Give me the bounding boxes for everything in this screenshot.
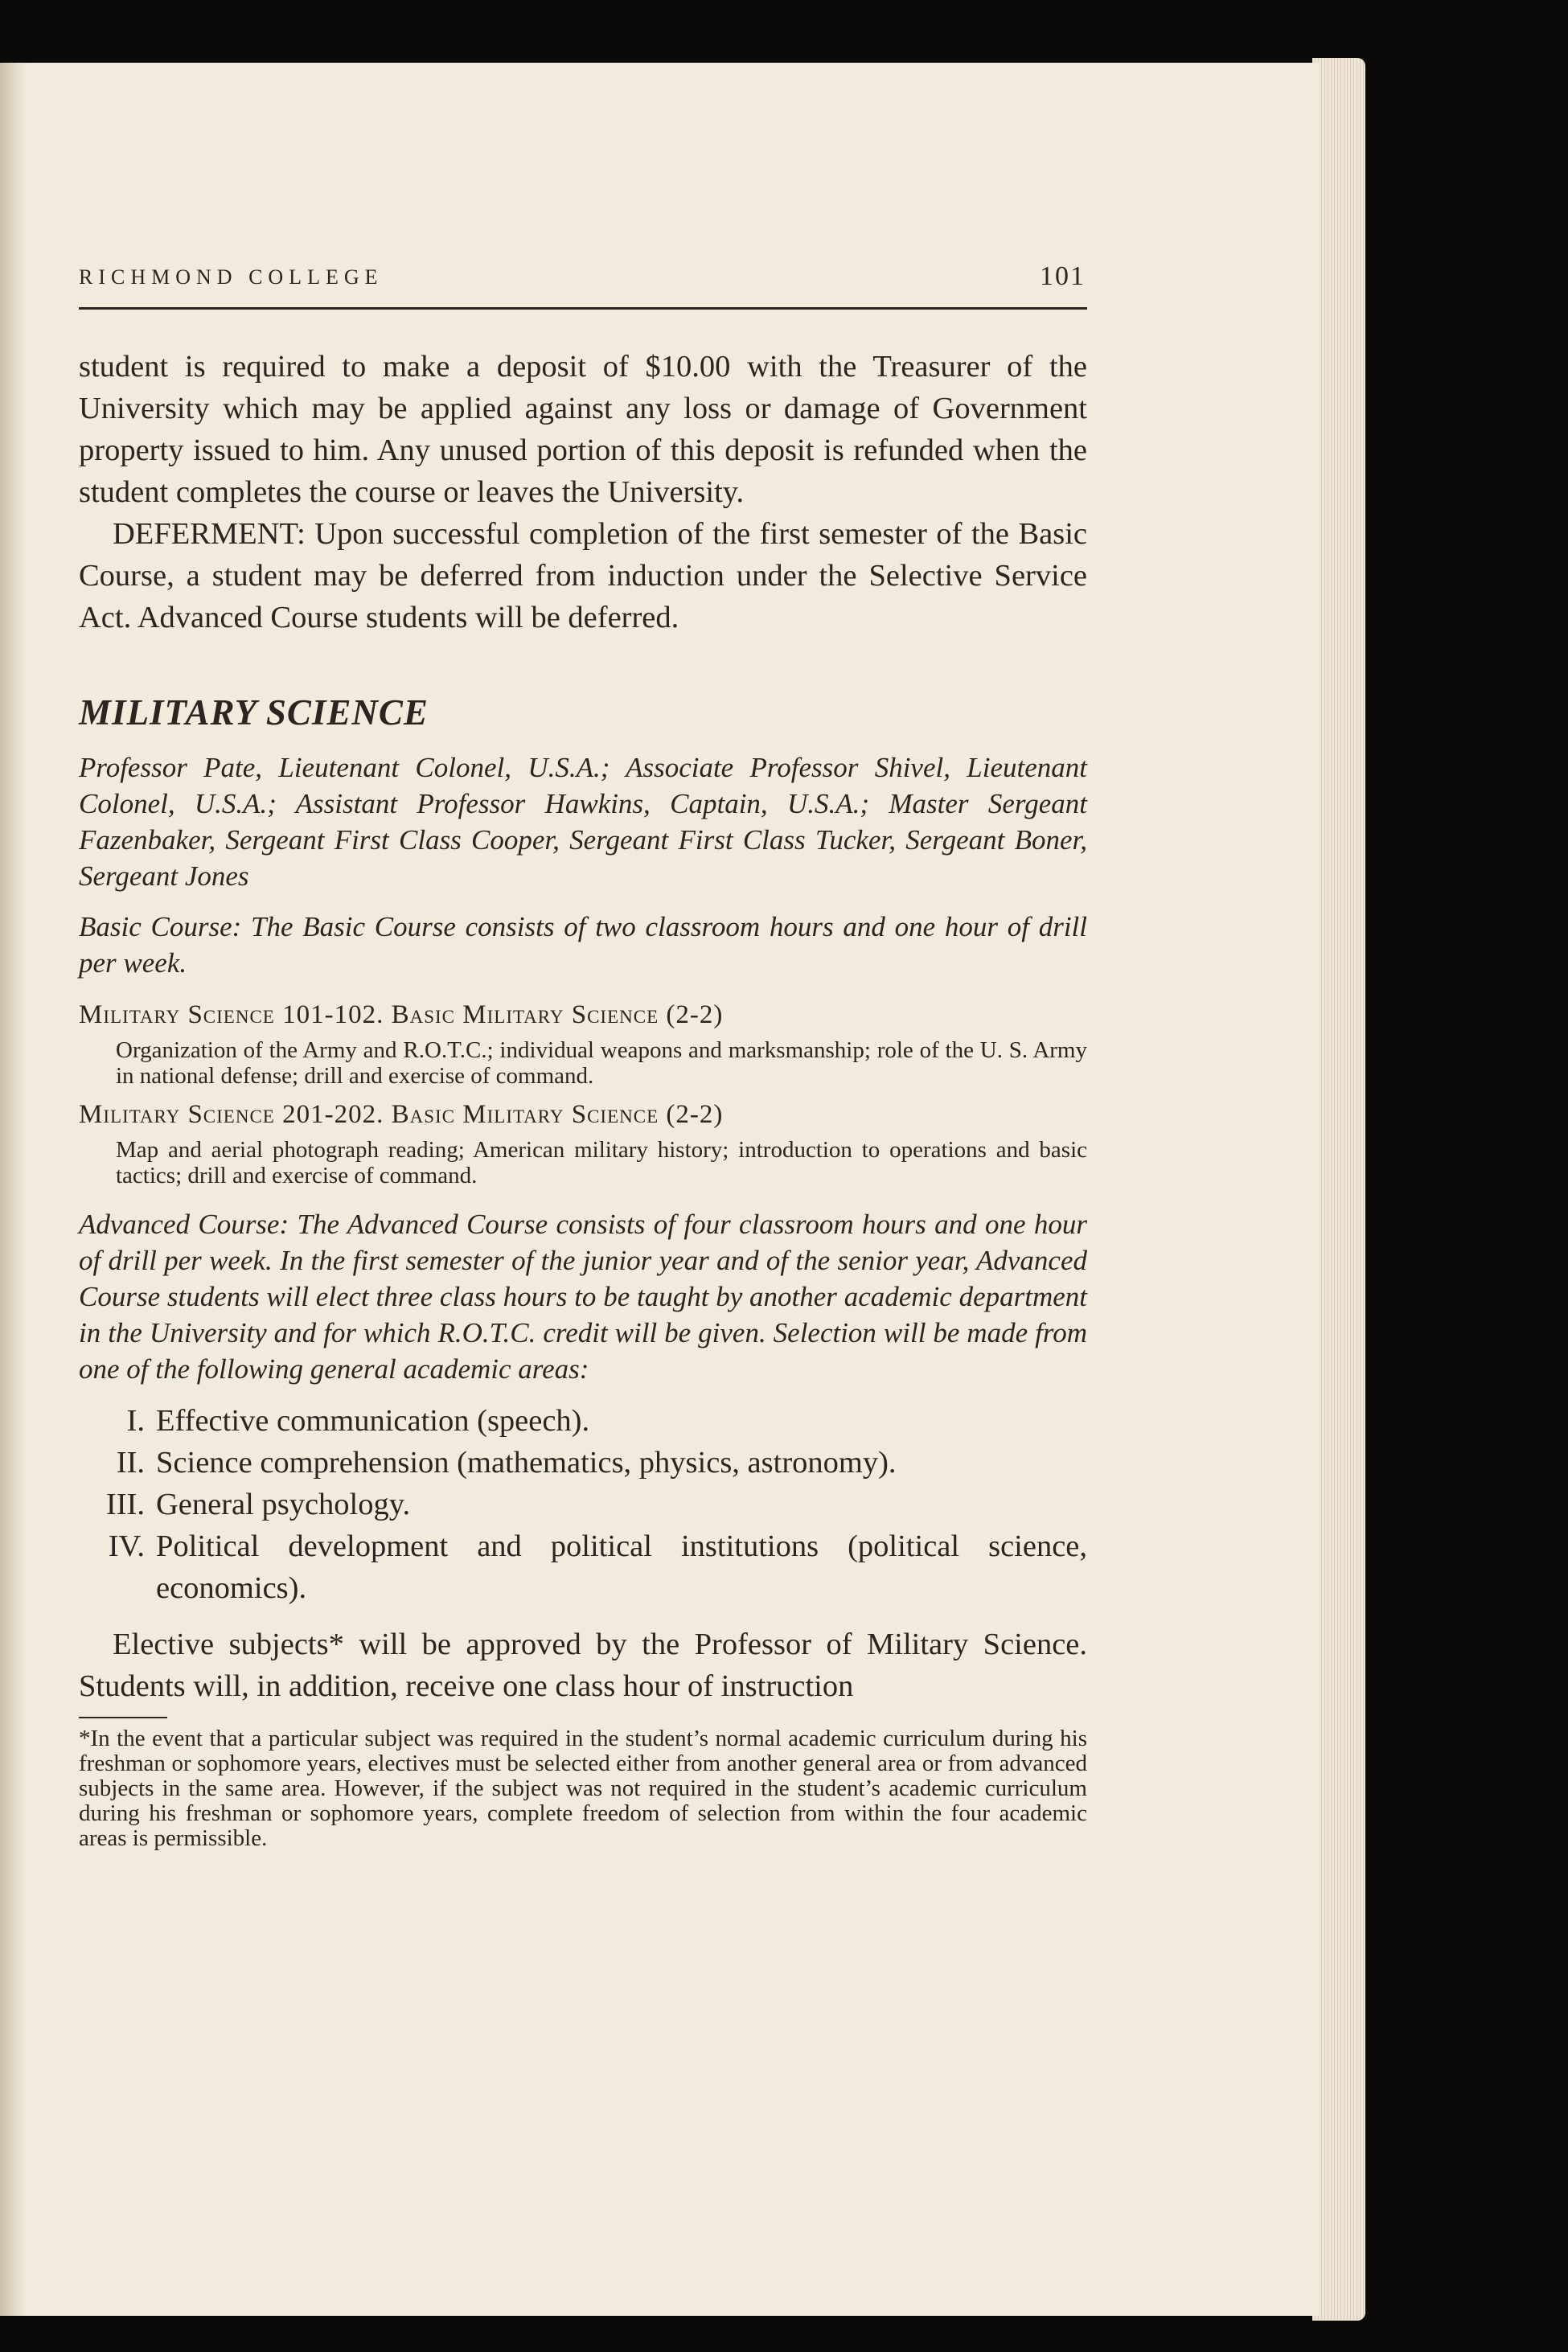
academic-areas-list [79,1400,1087,1609]
electives-paragraph: Elective subjects* will be approved by the Professor of Military Science. Students will, in addition, receive one class hour of instruction [79,1628,1087,1703]
list-item: III. General psychology. [105,1488,411,1521]
list-item: I. Effective communication (speech). [126,1404,590,1438]
basic-course-paragraph: Basic Course: The Basic Course consists of two classroom hours and one hour of drill per week. [79,911,1087,979]
course-description: Organization of the Army and R.O.T.C.; individual weapons and marksmanship; role of the U. S. Army in national defense; drill and exercise of command. [116,1037,1087,1089]
course-heading: Military Science 201-202. Basic Military Science (2-2) [79,1100,724,1129]
header-rule [79,307,1087,310]
page-number: 101 [1040,261,1086,291]
course-description: Map and aerial photograph reading; American military history; introduction to operations and basic tactics; drill and exercise of command. [116,1137,1087,1188]
faculty-list: Professor Pate, Lieutenant Colonel, U.S.A.; Associate Professor Shivel, Lieutenant Colonel, U.S.A.; Assistant Professor Hawkins, Captain, U.S.A.; Master Sergeant Fazenbaker, Sergeant First Class Cooper, Sergeant First Class Tucker, Sergeant Boner, Sergeant Jones [79,752,1087,892]
page-edges [1312,58,1365,2321]
course-entry [79,997,1087,1089]
intro-paragraph-deferment: DEFERMENT: Upon successful completion of the first semester of the Basic Course, a student may be deferred from induction under the Selective Service Act. Advanced Course students will be deferred. [79,517,1087,634]
course-heading: Military Science 101-102. Basic Military Science (2-2) [79,1000,724,1029]
section-title: MILITARY SCIENCE [79,692,429,733]
book-spine-shadow [0,63,27,2316]
advanced-course-paragraph: Advanced Course: The Advanced Course consists of four classroom hours and one hour of drill per week. In the first semester of the junior year and of the senior year, Advanced Course students will elect three class hours to be taught by another academic department in the University and for which R.O.T.C. credit will be given. Selection will be made from one of the following general academic areas: [79,1209,1087,1385]
page-body [79,346,1087,1851]
list-item: II. Science comprehension (mathematics, physics, astronomy). [116,1446,897,1480]
intro-paragraph-1: student is required to make a deposit of $10.00 with the Treasurer of the University which may be applied against any loss or damage of Government property issued to him. Any unused portion of this deposit is refunded when the student completes the course or leaves the University. [79,350,1087,509]
course-entry [79,1097,1087,1188]
footnote-rule [79,1717,167,1718]
list-item: IV. Political development and political institutions (political science, economics). [108,1529,1087,1605]
footnote: *In the event that a particular subject was required in the student’s normal academic curriculum during his freshman or sophomore years, electives must be selected either from another general area or from advanced subjects in the same area. However, if the subject was not required in the student’s academic curriculum during his freshman or sophomore years, complete freedom of selection from within the four academic areas is permissible. [79,1726,1087,1851]
running-head: RICHMOND COLLEGE [79,265,384,289]
